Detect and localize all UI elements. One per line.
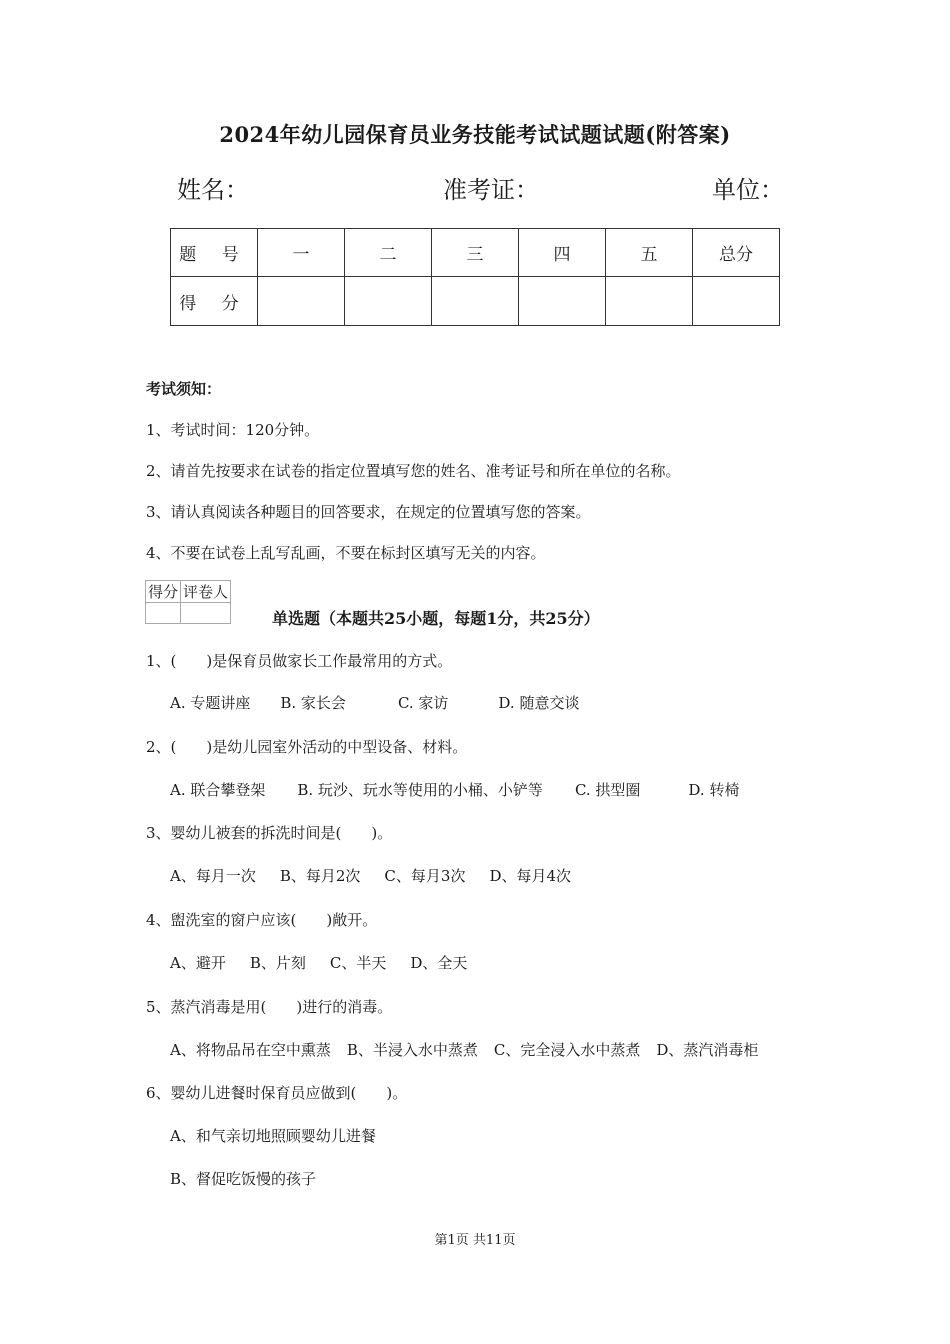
grader-reviewer-cell: [181, 603, 231, 624]
score-table: [170, 228, 780, 326]
option: A. 联合攀登架: [170, 781, 266, 799]
option: A、和气亲切地照顾婴幼儿进餐: [170, 1127, 376, 1145]
option: A、将物品吊在空中熏蒸: [170, 1041, 331, 1059]
option: B、督促吃饭慢的孩子: [170, 1170, 317, 1188]
option-row: [170, 865, 571, 886]
option: C、每月3次: [384, 867, 466, 885]
notice-heading: 考试须知：: [146, 380, 222, 398]
option: D. 转椅: [688, 781, 740, 799]
score-input-cell: [693, 277, 780, 326]
grader-reviewer-label: 评卷人: [181, 581, 231, 603]
score-table-cell: 题 号: [171, 229, 258, 277]
notice-item: 4、不要在试卷上乱写乱画，不要在标封区填写无关的内容。: [146, 544, 546, 562]
score-table-cell: 五: [606, 229, 693, 277]
option: B、半浸入水中蒸煮: [346, 1041, 478, 1059]
notice-item: 2、请首先按要求在试卷的指定位置填写您的姓名、准考证号和所在单位的名称。: [146, 462, 681, 480]
option: B、每月2次: [279, 867, 361, 885]
option: D. 随意交谈: [498, 694, 580, 712]
score-table-cell: 得 分: [171, 277, 258, 326]
score-input-cell: [432, 277, 519, 326]
grader-score-label: 得分: [146, 581, 181, 603]
score-table-score-row: [171, 277, 780, 326]
question: 2、( )是幼儿园室外活动的中型设备、材料。: [146, 738, 468, 756]
unit-field-label: 单位：: [712, 176, 784, 204]
option: C. 拱型圈: [574, 781, 641, 799]
name-field-label: 姓名：: [177, 176, 249, 204]
question: 5、蒸汽消毒是用( )进行的消毒。: [146, 998, 393, 1016]
option: C、完全浸入水中蒸煮: [493, 1041, 641, 1059]
question: 6、婴幼儿进餐时保育员应做到( )。: [146, 1084, 408, 1102]
score-table-cell: 一: [258, 229, 345, 277]
question: 1、( )是保育员做家长工作最常用的方式。: [146, 652, 453, 670]
page-footer: 第1页 共11页: [434, 1233, 516, 1248]
option: A、每月一次: [170, 867, 256, 885]
notice-item: 1、考试时间：120分钟。: [146, 421, 320, 439]
option-row: [170, 952, 467, 973]
question: 4、盥洗室的窗户应该( )敞开。: [146, 911, 378, 929]
option: B. 家长会: [280, 694, 346, 712]
grader-box: [145, 580, 231, 624]
option-row: [170, 1039, 758, 1060]
score-table-cell: 总分: [693, 229, 780, 277]
option: C、半天: [329, 954, 387, 972]
option: D、蒸汽消毒柜: [656, 1041, 759, 1059]
score-input-cell: [345, 277, 432, 326]
page-title: 2024年幼儿园保育员业务技能考试试题试题(附答案): [219, 122, 731, 147]
option: A、避开: [170, 954, 226, 972]
notice-item: 3、请认真阅读各种题目的回答要求，在规定的位置填写您的答案。: [146, 503, 591, 521]
exam-no-field-label: 准考证：: [443, 176, 539, 204]
score-input-cell: [519, 277, 606, 326]
option: C. 家访: [397, 694, 449, 712]
score-table-cell: 三: [432, 229, 519, 277]
option: D、全天: [410, 954, 468, 972]
score-input-cell: [606, 277, 693, 326]
option: B. 玩沙、玩水等使用的小桶、小铲等: [297, 781, 543, 799]
option: D、每月4次: [489, 867, 572, 885]
score-table-cell: 二: [345, 229, 432, 277]
score-input-cell: [258, 277, 345, 326]
section-heading: 单选题（本题共25小题，每题1分，共25分）: [272, 609, 600, 628]
option: A. 专题讲座: [170, 694, 251, 712]
option-row: [170, 779, 739, 800]
option: B、片刻: [249, 954, 306, 972]
grader-score-cell: [146, 603, 181, 624]
option-row: [170, 692, 579, 713]
question: 3、婴幼儿被套的拆洗时间是( )。: [146, 824, 393, 842]
score-table-cell: 四: [519, 229, 606, 277]
score-table-header-row: [171, 229, 780, 277]
